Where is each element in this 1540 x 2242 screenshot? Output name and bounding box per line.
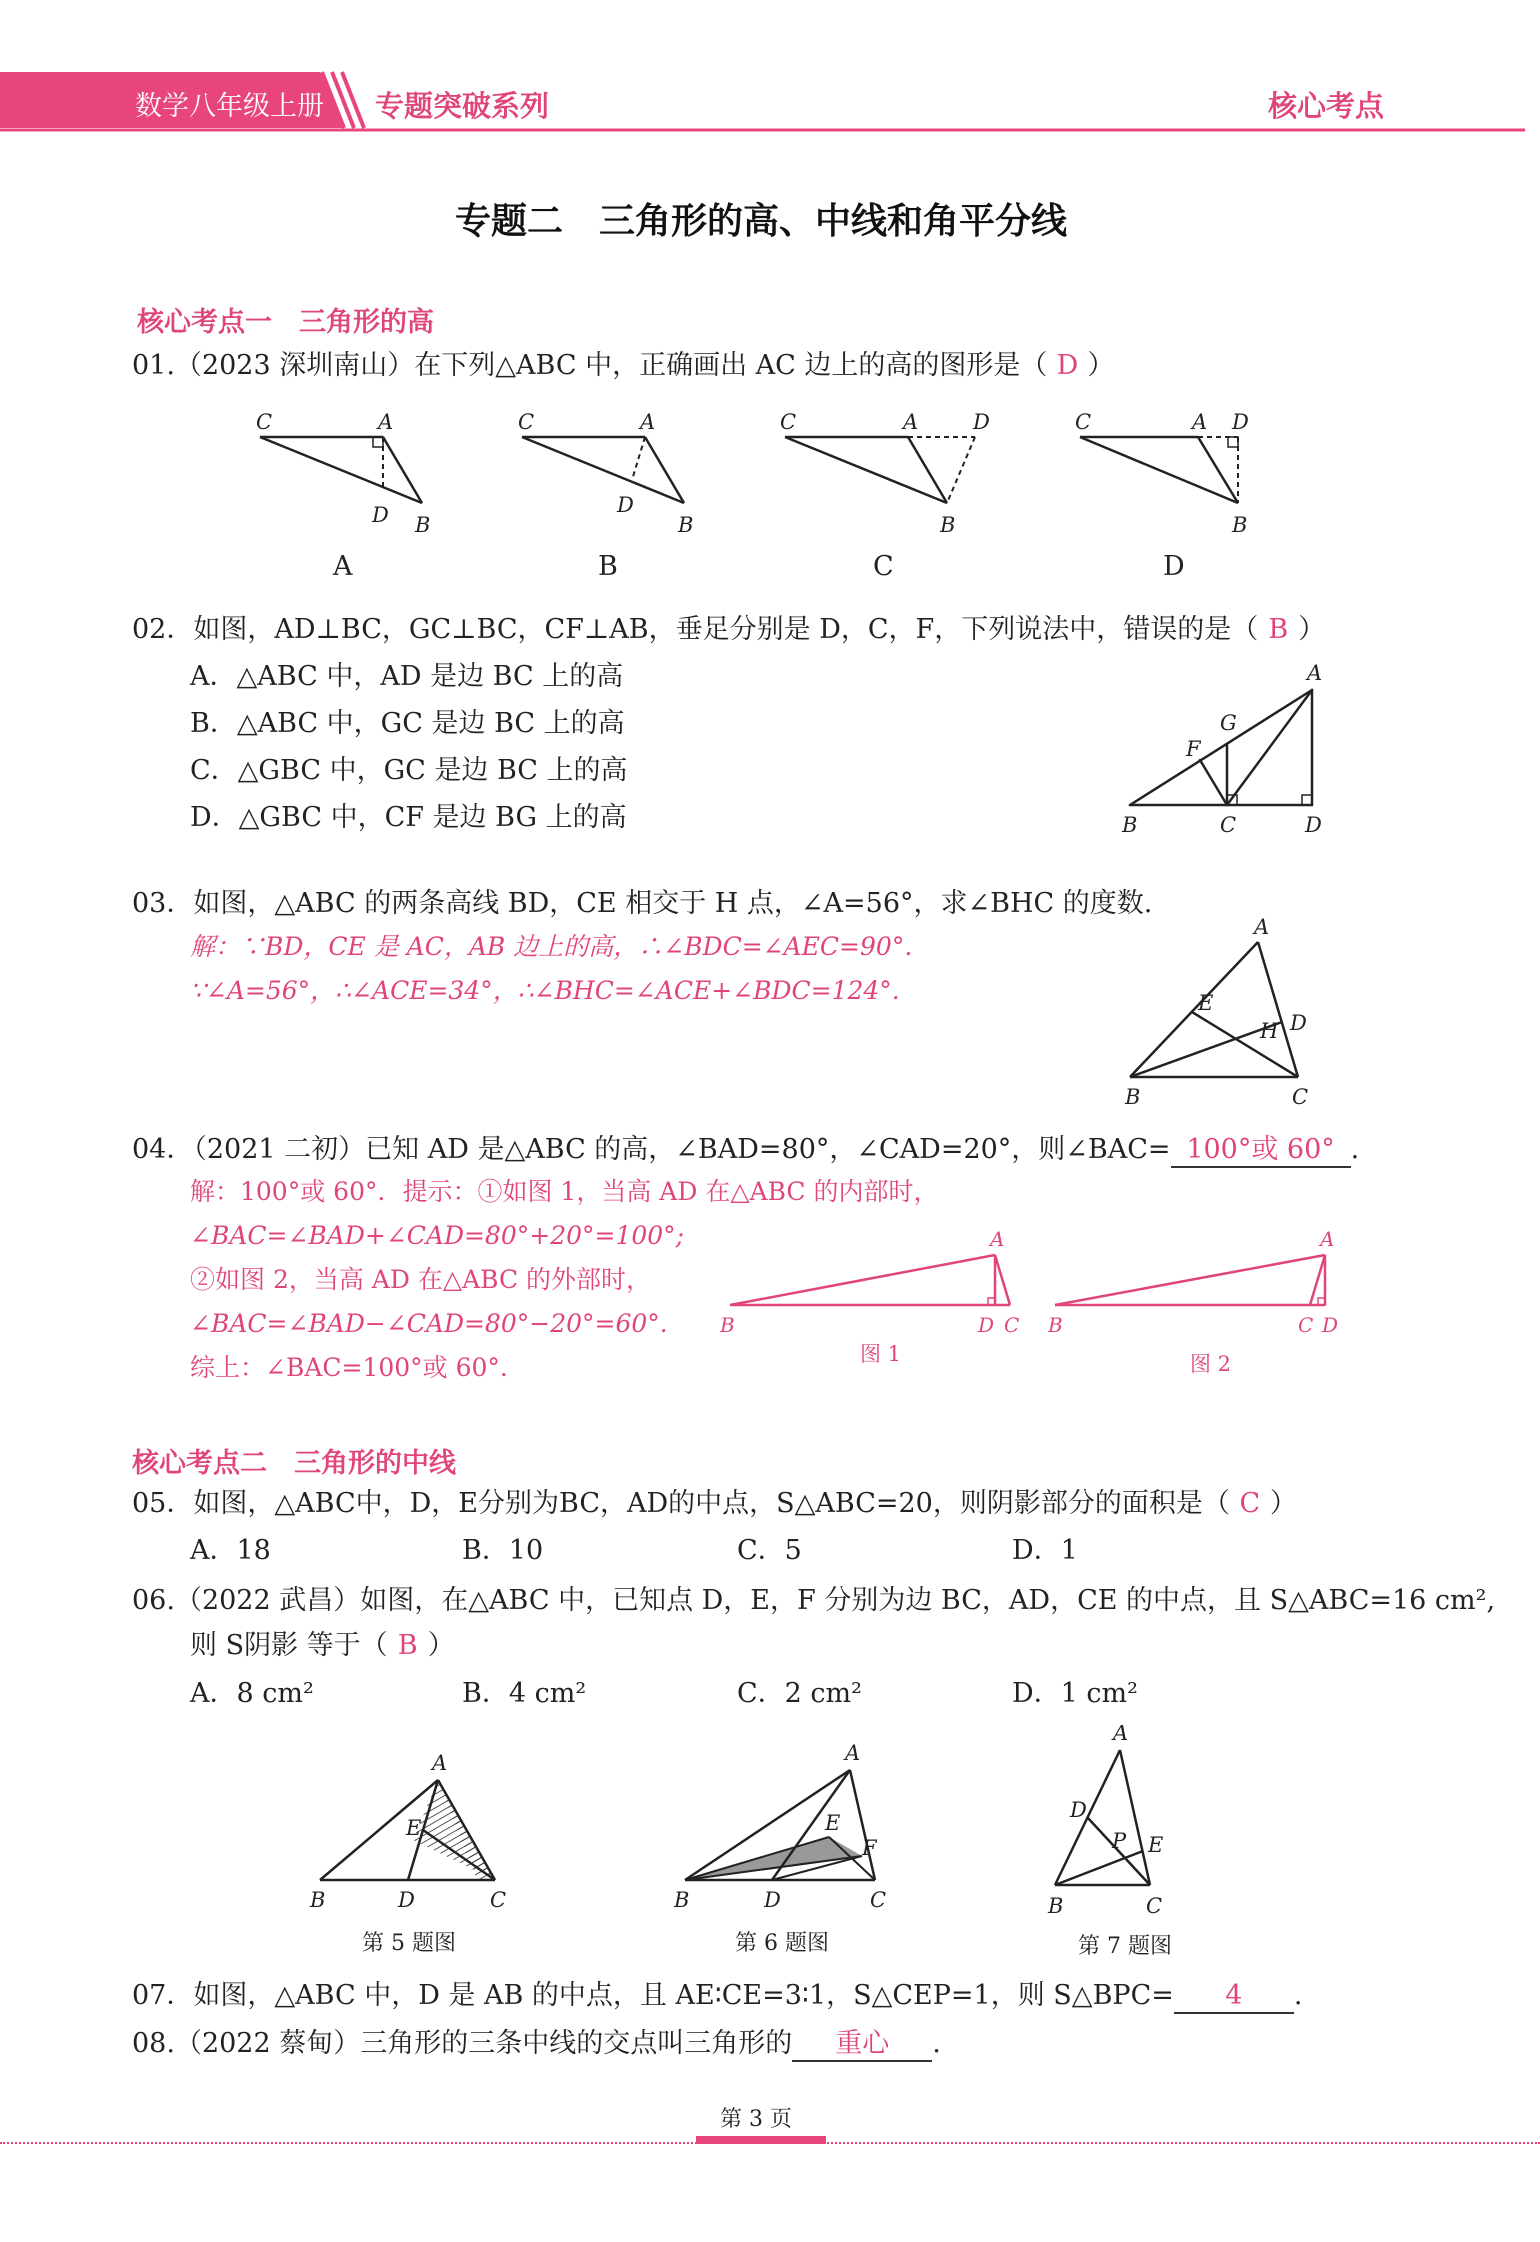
page-number: 第 3 页 xyxy=(720,2107,792,2132)
section-heading-1: 核心考点一 三角形的高 xyxy=(137,307,434,338)
q1-figures xyxy=(240,400,1300,560)
q4-solution-1: 解：100°或 60°．提示：①如图 1，当高 AD 在△ABC 的内部时， xyxy=(190,1177,939,1206)
svg-text:D: D xyxy=(617,493,634,517)
question-7 xyxy=(132,1980,1302,2014)
svg-text:B: B xyxy=(1122,813,1138,837)
svg-text:D: D xyxy=(1232,410,1249,434)
svg-text:A: A xyxy=(1254,915,1270,939)
svg-text:F: F xyxy=(1186,737,1201,761)
svg-text:D: D xyxy=(978,1313,995,1337)
svg-text:A: A xyxy=(845,1741,861,1765)
svg-text:C: C xyxy=(1292,1085,1309,1109)
svg-text:E: E xyxy=(1198,991,1214,1015)
fig7-caption: 第 7 题图 xyxy=(1078,1934,1172,1959)
q6-stem2: 则 S阴影 等于（ xyxy=(190,1630,388,1661)
svg-text:G: G xyxy=(1220,711,1237,735)
q2-option-b: B．△ABC 中，GC 是边 BC 上的高 xyxy=(190,708,625,739)
svg-text:B: B xyxy=(674,1888,690,1912)
question-6: 06.（2022 武昌）如图，在△ABC 中，已知点 D，E，F 分别为边 BC，AD，CE 的中点，且 S△ABC=16 cm², xyxy=(132,1585,1496,1616)
q4-fig2-caption: 图 2 xyxy=(1190,1352,1232,1376)
page-title: 专题二 三角形的高、中线和角平分线 xyxy=(455,200,1068,242)
question-1 xyxy=(132,350,1114,382)
svg-text:C: C xyxy=(490,1888,507,1912)
svg-text:D: D xyxy=(1322,1313,1339,1337)
q1-answer: D xyxy=(1056,350,1079,381)
q6-close: ） xyxy=(427,1630,455,1661)
q1-option-d: D xyxy=(1163,551,1185,582)
svg-text:C: C xyxy=(1075,410,1092,434)
svg-text:A: A xyxy=(1307,661,1323,685)
header-grade: 数学八年级上册 xyxy=(135,91,324,122)
q1-option-c: C xyxy=(873,551,894,582)
svg-text:D: D xyxy=(973,410,990,434)
q1-close: ） xyxy=(1087,350,1115,381)
question-3: 03．如图，△ABC 的两条高线 BD，CE 相交于 H 点，∠A=56°，求∠BHC 的度数. xyxy=(132,888,1153,919)
svg-text:B: B xyxy=(1125,1085,1141,1109)
footer-page-tab xyxy=(696,2136,826,2144)
svg-text:A: A xyxy=(1113,1725,1129,1745)
question-4 xyxy=(132,1134,1359,1168)
q5-option-c: C．5 xyxy=(737,1535,802,1566)
q8-stem: 08.（2022 蔡甸）三角形的三条中线的交点叫三角形的 xyxy=(132,2028,793,2059)
q4-end: . xyxy=(1350,1134,1360,1165)
svg-text:D: D xyxy=(1290,1011,1307,1035)
svg-text:A: A xyxy=(432,1751,448,1775)
q4-figures xyxy=(720,1220,1360,1360)
svg-text:B: B xyxy=(310,1888,326,1912)
question-2 xyxy=(132,614,1325,646)
q4-solution-3: ②如图 2，当高 AD 在△ABC 的外部时， xyxy=(190,1265,652,1294)
q6-option-d: D．1 cm² xyxy=(1012,1678,1138,1709)
section-heading-2: 核心考点二 三角形的中线 xyxy=(132,1448,456,1479)
svg-text:D: D xyxy=(372,503,389,527)
q3-figure xyxy=(1110,912,1330,1112)
q8-end: . xyxy=(932,2028,941,2059)
svg-text:C: C xyxy=(1220,813,1237,837)
q1-stem: 01.（2023 深圳南山）在下列△ABC 中，正确画出 AC 边上的高的图形是（ xyxy=(132,350,1048,381)
svg-text:P: P xyxy=(1112,1829,1127,1853)
q5-option-b: B．10 xyxy=(462,1535,544,1566)
question-6-line2 xyxy=(190,1630,455,1662)
q4-solution-2: ∠BAC=∠BAD+∠CAD=80°+20°=100°; xyxy=(190,1221,685,1250)
svg-text:F: F xyxy=(862,1836,877,1860)
q6-option-c: C．2 cm² xyxy=(737,1678,862,1709)
svg-text:D: D xyxy=(764,1888,781,1912)
svg-text:B: B xyxy=(940,513,956,537)
svg-text:H: H xyxy=(1260,1019,1279,1043)
svg-text:A: A xyxy=(640,410,656,434)
svg-text:A: A xyxy=(903,410,919,434)
svg-text:A: A xyxy=(378,410,394,434)
svg-text:B: B xyxy=(1048,1313,1063,1337)
svg-text:A: A xyxy=(1320,1227,1335,1251)
q5-option-d: D．1 xyxy=(1012,1535,1078,1566)
svg-text:D: D xyxy=(1070,1798,1087,1822)
fig5-caption: 第 5 题图 xyxy=(362,1931,456,1956)
q2-option-a: A．△ABC 中，AD 是边 BC 上的高 xyxy=(190,661,624,692)
svg-text:C: C xyxy=(1298,1313,1314,1337)
question-8 xyxy=(132,2028,941,2062)
q6-option-a: A．8 cm² xyxy=(190,1678,314,1709)
q3-solution-2: ∵∠A=56°，∴∠ACE=34°，∴∠BHC=∠ACE+∠BDC=124°. xyxy=(190,976,900,1005)
q2-answer: B xyxy=(1268,614,1289,645)
q2-option-d: D．△GBC 中，CF 是边 BG 上的高 xyxy=(190,802,627,833)
q5-q7-figures xyxy=(290,1725,1250,1925)
q8-answer: 重心 xyxy=(792,2028,932,2062)
svg-text:B: B xyxy=(678,513,694,537)
q1-option-a: A xyxy=(333,551,353,582)
q2-option-c: C．△GBC 中，GC 是边 BC 上的高 xyxy=(190,755,628,786)
svg-text:B: B xyxy=(1232,513,1248,537)
svg-text:D: D xyxy=(398,1888,415,1912)
q2-figure xyxy=(1100,650,1340,845)
q2-close: ） xyxy=(1298,614,1326,645)
svg-text:D: D xyxy=(1305,813,1322,837)
question-5 xyxy=(132,1488,1297,1520)
q5-option-a: A．18 xyxy=(190,1535,271,1566)
fig6-caption: 第 6 题图 xyxy=(735,1931,829,1956)
svg-text:E: E xyxy=(825,1811,841,1835)
q4-stem: 04．（2021 二初）已知 AD 是△ABC 的高，∠BAD=80°，∠CAD=20°，则∠BAC= xyxy=(132,1134,1171,1165)
q6-option-b: B．4 cm² xyxy=(462,1678,587,1709)
svg-text:C: C xyxy=(256,410,273,434)
svg-text:B: B xyxy=(720,1313,735,1337)
header-tag: 核心考点 xyxy=(1268,89,1385,123)
q3-solution-1: 解：∵BD，CE 是 AC，AB 边上的高，∴∠BDC=∠AEC=90°. xyxy=(190,932,913,961)
q5-close: ） xyxy=(1269,1488,1297,1519)
q1-option-b: B xyxy=(598,551,618,582)
svg-text:B: B xyxy=(415,513,431,537)
q4-answer: 100°或 60° xyxy=(1171,1134,1351,1168)
q4-solution-5: 综上：∠BAC=100°或 60°. xyxy=(190,1353,508,1382)
svg-text:E: E xyxy=(406,1816,422,1840)
svg-text:B: B xyxy=(1048,1894,1064,1918)
svg-text:A: A xyxy=(1192,410,1208,434)
svg-text:E: E xyxy=(1148,1833,1164,1857)
svg-text:C: C xyxy=(518,410,535,434)
q2-stem: 02．如图，AD⊥BC，GC⊥BC，CF⊥AB，垂足分别是 D，C，F，下列说法中，错误的是（ xyxy=(132,614,1259,645)
q7-answer: 4 xyxy=(1174,1980,1294,2014)
q5-stem: 05．如图，△ABC中，D，E分别为BC，AD的中点，S△ABC=20，则阴影部分的面积是（ xyxy=(132,1488,1230,1519)
svg-text:C: C xyxy=(1004,1313,1020,1337)
q5-answer: C xyxy=(1239,1488,1261,1519)
svg-text:A: A xyxy=(990,1227,1005,1251)
svg-text:C: C xyxy=(870,1888,887,1912)
q4-solution-4: ∠BAC=∠BAD−∠CAD=80°−20°=60°. xyxy=(190,1309,668,1338)
svg-text:C: C xyxy=(1146,1894,1163,1918)
header-series: 专题突破系列 xyxy=(375,89,550,123)
q6-answer: B xyxy=(397,1630,418,1661)
q4-fig1-caption: 图 1 xyxy=(860,1342,902,1366)
q7-stem: 07．如图，△ABC 中，D 是 AB 的中点，且 AE∶CE=3∶1，S△CEP=1，则 S△BPC= xyxy=(132,1980,1174,2011)
svg-text:C: C xyxy=(780,410,797,434)
q7-end: . xyxy=(1293,1980,1303,2011)
